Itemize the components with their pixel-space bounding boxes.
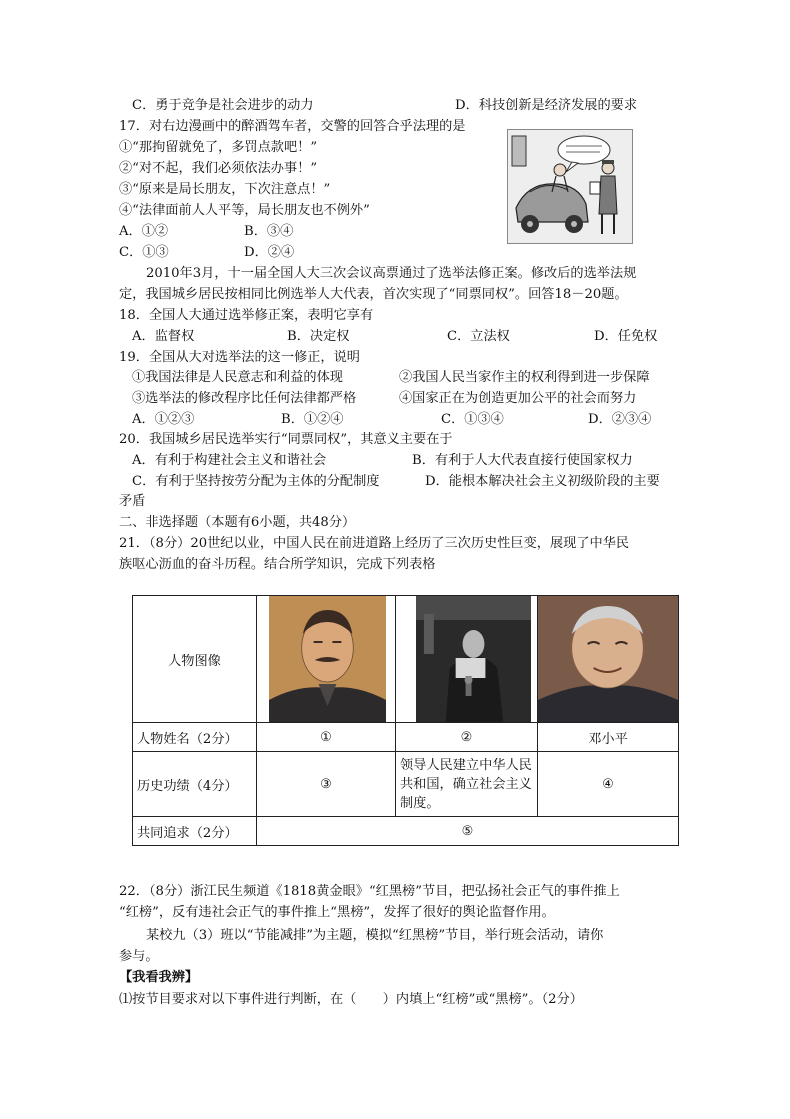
row-label-image: 人物图像	[133, 596, 257, 723]
portrait-cell-1	[257, 596, 396, 723]
q18-stem: 18．全国人大通过选举修正案，表明它享有	[119, 308, 374, 323]
q20-option-b: B．有利于人大代表直接行使国家权力	[412, 453, 633, 468]
achievement-cell-2: 领导人民建立中华人民共和国，确立社会主义制度。	[396, 752, 538, 817]
q18-option-c: C．立法权	[447, 329, 510, 344]
q21-stem-line-2: 族呕心沥血的奋斗历程。结合所学知识，完成下列表格	[119, 557, 436, 572]
q17-option-b: B．③④	[244, 224, 294, 239]
q22-stem-line-1: 22．（8分）浙江民生频道《1818黄金眼》“红黑榜”节目，把弘扬社会正气的事件推上	[119, 884, 620, 899]
q17-option-a: A．①②	[119, 224, 169, 239]
q19-option-b: B．①②④	[281, 412, 344, 427]
portrait-cell-2	[396, 596, 538, 723]
q20-option-c: C．有利于坚持按劳分配为主体的分配制度	[132, 474, 380, 489]
q21-stem-line-1: 21．（8分）20世纪以业，中国人民在前进道路上经历了三次历史性巨变，展现了中华民	[119, 536, 630, 551]
table-row-image	[133, 596, 679, 723]
q17-statement-3: ③“原来是局长朋友，下次注意点！”	[119, 182, 331, 197]
section-2-heading: 二、非选择题（本题有6小题，共48分）	[119, 515, 356, 530]
q17-stem: 17．对右边漫画中的醉酒驾车者，交警的回答合乎法理的是	[119, 119, 466, 134]
row-label-common: 共同追求（2分）	[133, 817, 257, 846]
q17-option-c: C．①③	[119, 245, 169, 260]
q19-option-c: C．①③④	[441, 412, 504, 427]
q18-20-intro-line-1: 2010年3月，十一届全国人大三次会议高票通过了选举法修正案。修改后的选举法规	[146, 266, 637, 281]
portrait-cell-3	[538, 596, 679, 723]
q20-option-a: A．有利于构建社会主义和谐社会	[132, 453, 327, 468]
q19-option-d: D．②③④	[588, 412, 652, 427]
name-cell-2: ②	[396, 723, 538, 752]
portrait-1-image	[269, 596, 386, 722]
name-cell-1: ①	[257, 723, 396, 752]
name-cell-3: 邓小平	[538, 723, 679, 752]
q21-table	[132, 595, 679, 846]
q17-statement-2: ②“对不起，我们必须依法办事！”	[119, 161, 318, 176]
row-label-name: 人物姓名（2分）	[133, 723, 257, 752]
q22-stem-line-4: 参与。	[119, 949, 159, 964]
q20-option-d-continued: 矛盾	[119, 494, 146, 509]
q16-option-c: C．勇于竞争是社会进步的动力	[132, 98, 314, 113]
common-cell: ⑤	[257, 817, 679, 846]
q19-stem: 19．全国从大对选举法的这一修正，说明	[119, 350, 360, 365]
achievement-cell-3: ④	[538, 752, 679, 817]
table-row-common	[133, 817, 679, 846]
q22-subquestion-1: ⑴按节目要求对以下事件进行判断，在（ ）内填上“红榜”或“黑榜”。（2分）	[119, 992, 583, 1007]
achievement-cell-1: ③	[257, 752, 396, 817]
q18-option-d: D．任免权	[594, 329, 658, 344]
q19-statement-3: ③选举法的修改程序比任何法律都严格	[132, 391, 357, 406]
q18-option-a: A．监督权	[132, 329, 195, 344]
q22-section-heading: 【我看我辨】	[119, 970, 199, 985]
q17-statement-4: ④“法律面前人人平等，局长朋友也不例外”	[119, 203, 370, 218]
q18-20-intro-line-2: 定，我国城乡居民按相同比例选举人大代表，首次实现了“同票同权”。回答18－20题。	[119, 287, 628, 302]
portrait-2-image	[416, 596, 531, 722]
q19-statement-4: ④国家正在为创造更加公平的社会而努力	[399, 391, 637, 406]
q19-option-a: A．①②③	[132, 412, 195, 427]
q19-statement-1: ①我国法律是人民意志和利益的体现	[132, 370, 343, 385]
table-row-name	[133, 723, 679, 752]
q19-statement-2: ②我国人民当家作主的权利得到进一步保障	[399, 370, 650, 385]
portrait-3-image	[538, 596, 678, 722]
row-label-achievement: 历史功绩（4分）	[133, 752, 257, 817]
q22-stem-line-3: 某校九（3）班以“节能减排”为主题，模拟“红黑榜”节目，举行班会活动，请你	[146, 928, 604, 943]
q17-option-d: D．②④	[244, 245, 295, 260]
q18-option-b: B．决定权	[287, 329, 350, 344]
cartoon-drawing	[508, 130, 632, 243]
q20-stem: 20．我国城乡居民选举实行“同票同权”，其意义主要在于	[119, 432, 453, 447]
drunk-driving-cartoon	[507, 129, 633, 244]
q20-option-d: D．能根本解决社会主义初级阶段的主要	[425, 474, 660, 489]
q16-option-d: D．科技创新是经济发展的要求	[455, 98, 638, 113]
table-row-achievement	[133, 752, 679, 817]
q17-statement-1: ①“那拘留就免了，多罚点款吧！”	[119, 140, 318, 155]
q22-stem-line-2: “红榜”，反有违社会正气的事件推上“黑榜”，发挥了很好的舆论监督作用。	[119, 905, 555, 920]
